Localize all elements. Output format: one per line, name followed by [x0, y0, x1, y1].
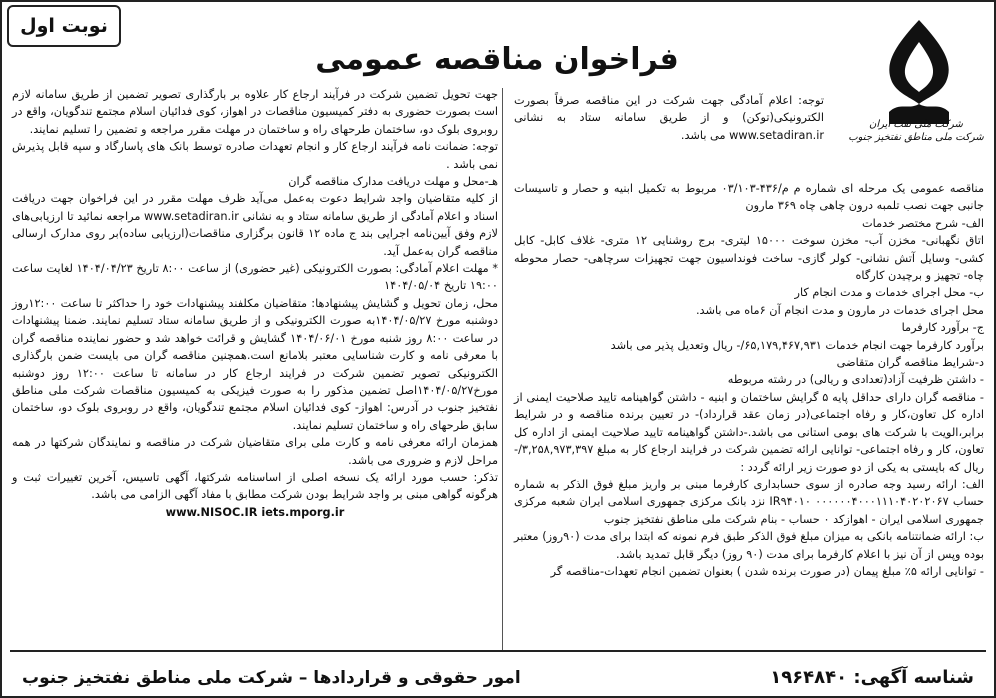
paragraph: مناقصه عمومی یک مرحله ای شماره م م/۴۳۶-۰۳/۱۰۳ مربوط به تکمیل ابنیه و حصار و تاسیسات جانبی جهت نصب تلمبه درون چاهی چاه ۳۶۹ مارون	[514, 182, 984, 213]
paragraph: از کلیه متقاضیان واجد شرایط دعوت به‌عمل می‌آید ظرف مهلت مقرر در این فراخوان جهت دریافت اسناد و اعلام آمادگی از طریق سامانه ستاد و به نشانی www.setadiran.ir مراجعه نمائید تا ارزیابی‌های لازم وفق آیین‌نامه اجرایی بند ج ماده ۱۲ قانون برگزاری مناقصات(ارزیابی ساده)بر روی مدارک ارسالی مناقصه گران به‌عمل آید.	[12, 192, 498, 258]
right-top-notice	[514, 92, 824, 144]
section-heading: ج- برآورد کارفرما	[901, 321, 984, 335]
paragraph: محل، زمان تحویل و گشایش پیشنهادها: متقاضیان مکلفند پیشنهادات خود را حداکثر تا ساعت ۱۲:۰۰روز دوشنبه مورخ ۱۴۰۴/۰۵/۲۷به صورت الکترونیکی و از طریق سامانه ستاد تسلیم نمایند. ضمنا پیشنهادات در ساعت ۸:۰۰ روز شنبه مورخ ۱۴۰۴/۰۶/۰۱ گشایش و قرائت خواهد شد و حضور نماینده مناقصه گران با معرفی نامه و کارت شناسایی معتبر بلامانع است.همچنین مناقصه گران می بایست ضمن بارگذاری الکترونیکی تصویر تضمین شرکت در فرایند ارجاع کار در سامانه تا ساعت ۱۲:۰۰ روز دوشنبه مورخ۱۴۰۴/۰۵/۲۷اصل تضمین مذکور را به صورت فیزیکی به کمیسیون مناقصات شرکت ملی مناطق نفتخیز جنوب در آدرس: اهواز- کوی فدائیان اسلام مجتمع تندگویان، واقع در روبروی بلوک دو، ساختمان سابق طرحهای راه و ساختمان تسلیم نمایند.	[12, 296, 499, 432]
page-title: فراخوان مناقصه عمومی	[315, 42, 679, 77]
column-divider	[502, 88, 503, 650]
paragraph: - داشتن ظرفیت آزاد(تعدادی و ریالی) در رشته مربوطه	[727, 373, 984, 387]
round-badge: نوبت اول	[7, 5, 121, 47]
section-heading: الف- شرح مختصر خدمات	[862, 216, 984, 230]
notice-paragraph: توجه: اعلام آمادگی جهت شرکت در این مناقصه صرفاً بصورت الکترونیکی(توکن) و از طریق سامانه ستاد به نشانی www.setadiran.ir می باشد.	[514, 94, 824, 142]
paragraph: اتاق نگهبانی- مخزن آب- مخزن سوخت ۱۵۰۰۰ لیتری- برج روشنایی ۱۲ متری- غلاف کابل- کابل کشی- وسایل آتش نشانی- کولر گازی- ساخت فونداسیون جهت تجهیزات سرچاهی- حصار محوطه چاه- تجهیز و برچیدن کارگاه	[514, 234, 985, 283]
paragraph: برآورد کارفرما جهت انجام خدمات ۶۵,۱۷۹,۴۶۷,۹۳۱/- ریال وتعدیل پذیر می باشد	[610, 338, 984, 352]
paragraph: - توانایی ارائه ۵٪ مبلغ پیمان (در صورت برنده شدن ) بعنوان تضمین انجام تعهدات-مناقصه گر	[550, 564, 984, 578]
section-heading: هـ-محل و مهلت دریافت مدارک مناقصه گران	[288, 175, 498, 189]
paragraph: الف: ارائه رسید وجه صادره از سوی حسابداری کارفرما مبنی بر واریز مبلغ فوق الذکر به شماره حساب ۰۰۰۰۰۰۴۰۰۰۱۱۱۰۴۰۲۰۲۰۶۷ IR۹۴۰۱۰ نزد بانک مرکزی جمهوری اسلامی ایران شعبه مرکزی جمهوری اسلامی ایران - اهوازکد ۰ حساب - بنام شرکت ملی مناطق نفتخیز جنوب	[514, 477, 985, 526]
logo-caption	[846, 118, 986, 144]
right-column	[514, 180, 984, 580]
paragraph: * مهلت اعلام آمادگی: بصورت الکترونیکی (غیر حضوری) از ساعت ۸:۰۰ تاریخ ۱۴۰۴/۰۴/۲۳ لغایت ساعت ۱۹:۰۰ تاریخ ۱۴۰۴/۰۵/۰۴	[12, 262, 498, 293]
logo-line-1: شرکت ملی نفت ایران	[869, 119, 963, 130]
left-column	[12, 86, 498, 521]
footer-divider	[10, 650, 986, 652]
section-heading: ب- محل اجرای خدمات و مدت انجام کار	[794, 286, 984, 300]
websites: www.NISOC.IR iets.mporg.ir	[165, 505, 345, 519]
section-heading: د-شرایط مناقصه گران متقاضی	[836, 356, 984, 370]
logo-line-2: شرکت ملی مناطق نفتخیز جنوب	[848, 132, 984, 143]
paragraph: محل اجرای خدمات در مارون و مدت انجام آن ۶ماه می باشد.	[695, 303, 984, 317]
ad-id: شناسه آگهی: ۱۹۶۴۸۴۰	[770, 667, 974, 688]
paragraph: تذکر: حسب مورد ارائه یک نسخه اصلی از اساسنامه شرکتها، آگهی تاسیس، آخرین تغییرات ثبت و هرگونه گواهی مبنی بر واجد شرایط بودن شرکت مطابق با مفاد آگهی الزامی می باشد.	[12, 470, 498, 502]
paragraph: - مناقصه گران دارای حداقل پایه ۵ گرایش ساختمان و ابنیه - داشتن گواهینامه تایید صلاحیت ایمنی از اداره کل تعاون،کار و رفاه اجتماعی(در زمان عقد قرارداد)- در تعیین برنده مناقصه و در شرایط برابر،الویت با شرکت های بومی استانی می باشد.-داشتن گواهینامه تایید صلاحیت ایمنی از اداره کل تعاون، کار و رفاه اجتماعی- توانایی ارائه تضمین شرکت در فرایند ارجاع کار به مبلغ ۳,۲۵۸,۹۷۳,۳۹۷/- ریال که بایستی به یکی از دو صورت زیر ارائه گردد :	[514, 390, 984, 474]
issuer: امور حقوقی و قراردادها – شرکت ملی مناطق نفتخیز جنوب	[22, 668, 521, 688]
paragraph: جهت تحویل تضمین شرکت در فرآیند ارجاع کار علاوه بر بارگذاری تصویر تضمین از طریق سامانه لازم است بصورت حضوری به دفتر کمیسیون مناقصات در اهواز، کوی فدائیان اسلام مجتمع تندگویان، واقع در روبروی بلوک دو، ساختمان طرحهای راه و ساختمان در مهلت مقرر مراجعه و تضمین را تسلیم نمایند.	[12, 88, 498, 136]
paragraph: توجه: ضمانت نامه فرآیند ارجاع کار و انجام تعهدات صادره توسط بانک های پاسارگاد و سپه قابل پذیرش نمی باشد .	[12, 140, 498, 171]
paragraph: همزمان ارائه معرفی نامه و کارت ملی برای متقاضیان شرکت در مناقصه و نمایندگان شرکتها در همه مراحل لازم و ضروری می باشد.	[12, 436, 498, 467]
paragraph: ب: ارائه ضمانتنامه بانکی به میزان مبلغ فوق الذکر طبق فرم نمونه که ابتدا برای مدت (۹۰روز) معتبر بوده وپس از آن نیز با اعلام کارفرما برای مدت (۹۰ روز) دیگر قابل تمدید باشد.	[514, 530, 984, 561]
